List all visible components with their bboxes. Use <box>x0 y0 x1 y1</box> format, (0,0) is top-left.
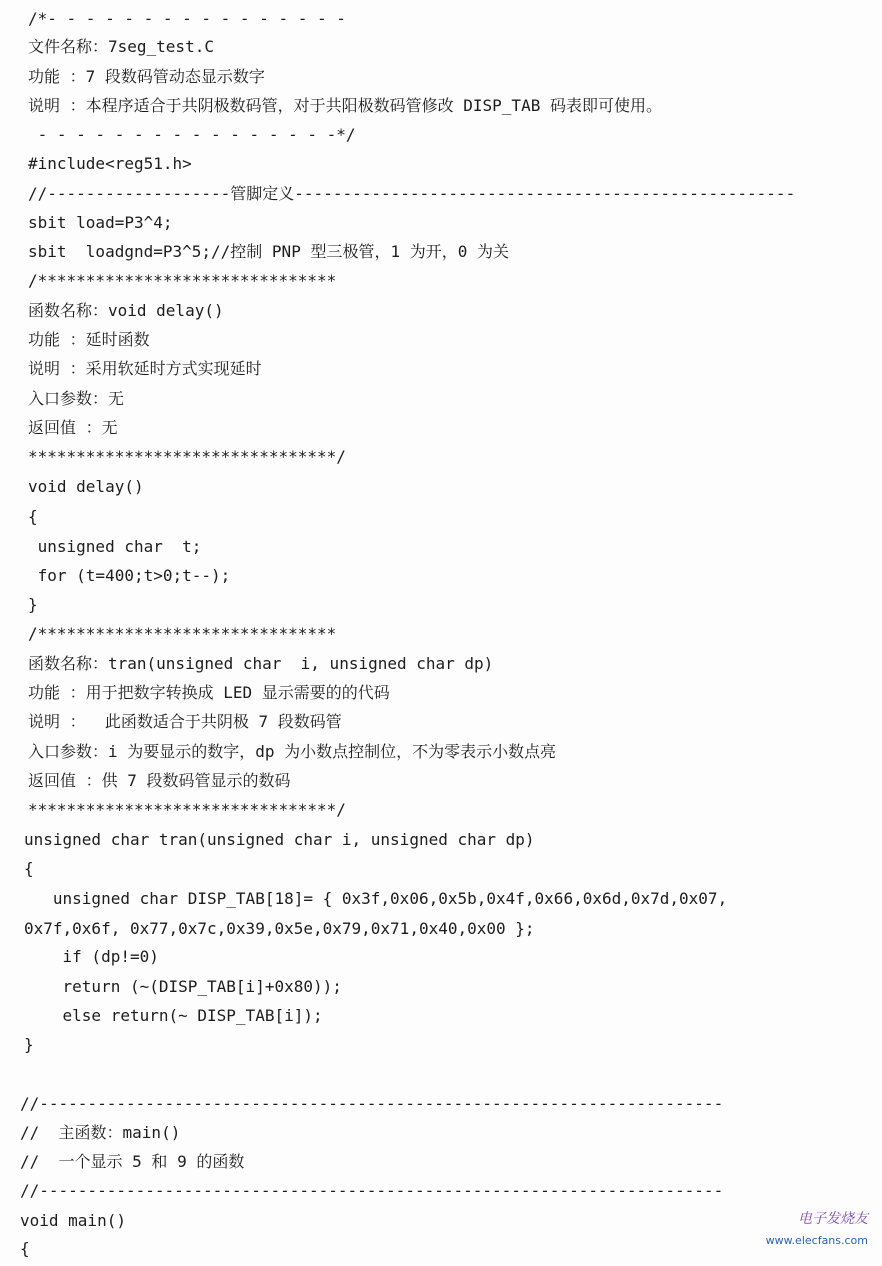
watermark-text: 电子发烧友 <box>798 1211 868 1227</box>
code-line: 0x7f,0x6f, 0x77,0x7c,0x39,0x5e,0x79,0x71,0x40,0x00 }; <box>24 919 535 938</box>
code-line: /*- - - - - - - - - - - - - - - - <box>28 9 346 28</box>
code-line: void main() <box>20 1211 126 1230</box>
code-line: unsigned char t; <box>28 537 202 556</box>
code-line: //----------------------------------------------------------------------- <box>20 1181 724 1200</box>
code-line: return (~(DISP_TAB[i]+0x80)); <box>24 977 342 996</box>
code-line: 入口参数：无 <box>28 389 125 408</box>
code-line: 入口参数：i 为要显示的数字，dp 为小数点控制位，不为零表示小数点亮 <box>28 742 557 761</box>
code-line: 函数名称：void delay() <box>28 301 224 320</box>
code-line: //-------------------管脚定义---------------------------------------------------- <box>28 184 796 203</box>
code-line: 说明 ： 此函数适合于共阴极 7 段数码管 <box>28 712 342 731</box>
code-line: { <box>24 859 34 878</box>
code-line: 功能 ：延时函数 <box>28 330 150 349</box>
code-line: /******************************* <box>28 271 337 290</box>
code-line: 函数名称：tran(unsigned char i, unsigned char dp) <box>28 654 494 673</box>
code-line: } <box>28 595 38 614</box>
watermark-logo <box>738 1202 868 1260</box>
code-line: void delay() <box>28 477 144 496</box>
code-line: 说明 ：本程序适合于共阴极数码管，对于共阳极数码管修改 DISP_TAB 码表即可使用。 <box>28 96 662 115</box>
code-line: 说明 ：采用软延时方式实现延时 <box>28 359 262 378</box>
code-line: } <box>24 1035 34 1054</box>
watermark-url: www.elecfans.com <box>765 1234 868 1247</box>
code-line: /******************************* <box>28 624 337 643</box>
code-line: // 一个显示 5 和 9 的函数 <box>20 1152 245 1171</box>
code-line: unsigned char tran(unsigned char i, unsigned char dp) <box>24 830 535 849</box>
code-line: 功能 ：7 段数码管动态显示数字 <box>28 67 265 86</box>
code-line: - - - - - - - - - - - - - - - -*/ <box>28 125 356 144</box>
code-line: else return(~ DISP_TAB[i]); <box>24 1006 323 1025</box>
code-line: //----------------------------------------------------------------------- <box>20 1094 724 1113</box>
code-line: for (t=400;t>0;t--); <box>28 566 231 585</box>
code-line: sbit load=P3^4; <box>28 213 173 232</box>
code-line: #include<reg51.h> <box>28 154 192 173</box>
code-line: 返回值 ：无 <box>28 418 118 437</box>
code-line: ********************************/ <box>28 447 346 466</box>
code-line: // 主函数：main() <box>20 1123 181 1142</box>
code-line: unsigned char DISP_TAB[18]= { 0x3f,0x06,0x5b,0x4f,0x66,0x6d,0x7d,0x07, <box>24 889 728 908</box>
code-line: 文件名称：7seg_test.C <box>28 37 214 56</box>
code-line: sbit loadgnd=P3^5;//控制 PNP 型三极管，1 为开，0 为关 <box>28 242 509 261</box>
code-line: 返回值 ：供 7 段数码管显示的数码 <box>28 771 291 790</box>
code-line: 功能 ：用于把数字转换成 LED 显示需要的的代码 <box>28 683 390 702</box>
code-line: { <box>28 507 38 526</box>
code-line: if (dp!=0) <box>24 947 159 966</box>
code-line: { <box>20 1239 30 1258</box>
code-line: ********************************/ <box>28 800 346 819</box>
